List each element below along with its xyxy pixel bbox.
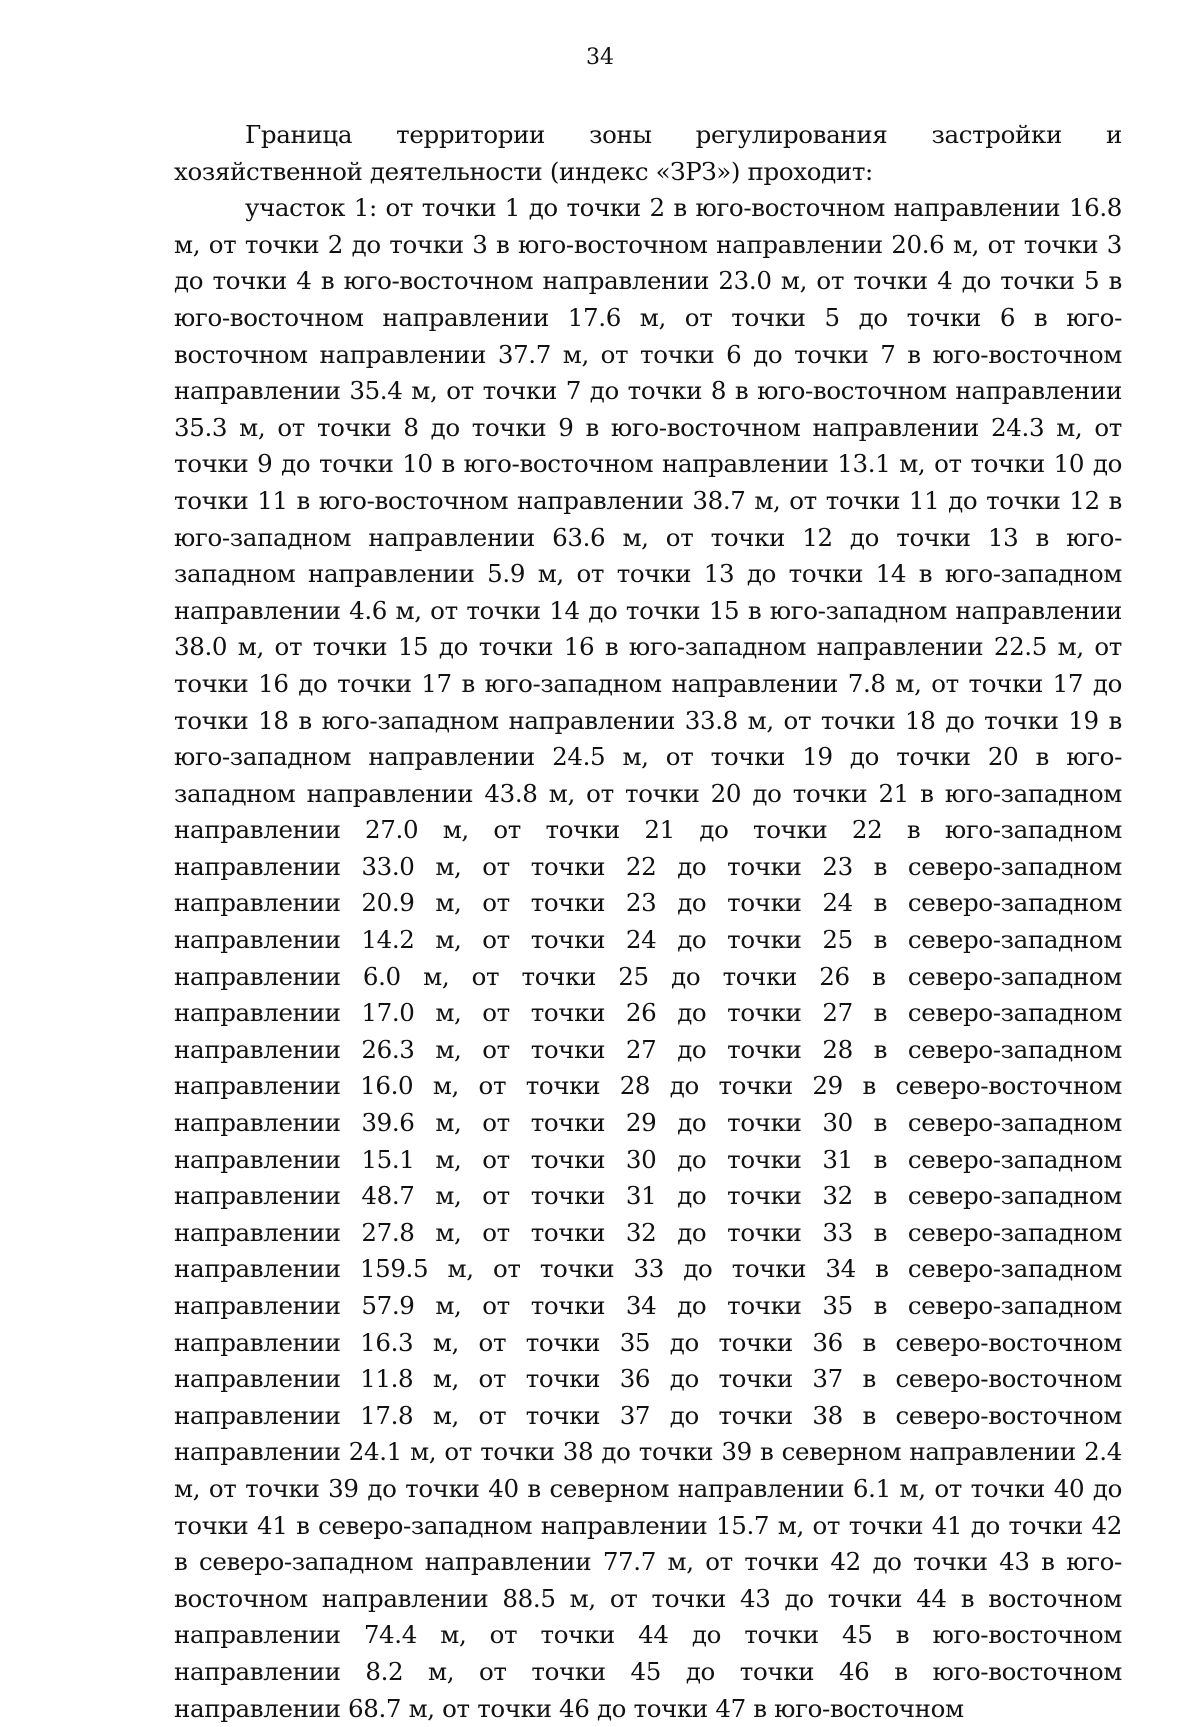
document-body	[174, 117, 1122, 1727]
section-1-paragraph: участок 1: от точки 1 до точки 2 в юго-восточном направлении 16.8 м, от точки 2 до точки 3 в юго-восточном направлении 20.6 м, от точки 3 до точки 4 в юго-восточном направлении 23.0 м, от точки 4 до точки 5 в юго-восточном направлении 17.6 м, от точки 5 до точки 6 в юго-восточном направлении 37.7 м, от точки 6 до точки 7 в юго-восточном направлении 35.4 м, от точки 7 до точки 8 в юго-восточном направлении 35.3 м, от точки 8 до точки 9 в юго-восточном направлении 24.3 м, от точки 9 до точки 10 в юго-восточном направлении 13.1 м, от точки 10 до точки 11 в юго-восточном направлении 38.7 м, от точки 11 до точки 12 в юго-западном направлении 63.6 м, от точки 12 до точки 13 в юго-западном направлении 5.9 м, от точки 13 до точки 14 в юго-западном направлении 4.6 м, от точки 14 до точки 15 в юго-западном направлении 38.0 м, от точки 15 до точки 16 в юго-западном направлении 22.5 м, от точки 16 до точки 17 в юго-западном направлении 7.8 м, от точки 17 до точки 18 в юго-западном направлении 33.8 м, от точки 18 до точки 19 в юго-западном направлении 24.5 м, от точки 19 до точки 20 в юго-западном направлении 43.8 м, от точки 20 до точки 21 в юго-западном направлении 27.0 м, от точки 21 до точки 22 в юго-западном направлении 33.0 м, от точки 22 до точки 23 в северо-западном направлении 20.9 м, от точки 23 до точки 24 в северо-западном направлении 14.2 м, от точки 24 до точки 25 в северо-западном направлении 6.0 м, от точки 25 до точки 26 в северо-западном направлении 17.0 м, от точки 26 до точки 27 в северо-западном направлении 26.3 м, от точки 27 до точки 28 в северо-западном направлении 16.0 м, от точки 28 до точки 29 в северо-восточном направлении 39.6 м, от точки 29 до точки 30 в северо-западном направлении 15.1 м, от точки 30 до точки 31 в северо-западном направлении 48.7 м, от точки 31 до точки 32 в северо-западном направлении 27.8 м, от точки 32 до точки 33 в северо-западном направлении 159.5 м, от точки 33 до точки 34 в северо-западном направлении 57.9 м, от точки 34 до точки 35 в северо-западном направлении 16.3 м, от точки 35 до точки 36 в северо-восточном направлении 11.8 м, от точки 36 до точки 37 в северо-восточном направлении 17.8 м, от точки 37 до точки 38 в северо-восточном направлении 24.1 м, от точки 38 до точки 39 в северном направлении 2.4 м, от точки 39 до точки 40 в северном направлении 6.1 м, от точки 40 до точки 41 в северо-западном направлении 15.7 м, от точки 41 до точки 42 в северо-западном направлении 77.7 м, от точки 42 до точки 43 в юго-восточном направлении 88.5 м, от точки 43 до точки 44 в восточном направлении 74.4 м, от точки 44 до точки 45 в юго-восточном направлении 8.2 м, от точки 45 до точки 46 в юго-восточном направлении 68.7 м, от точки 46 до точки 47 в юго-восточном	[174, 193, 1122, 1723]
page-number: 34	[586, 45, 614, 70]
intro-paragraph: Граница территории зоны регулирования застройки и хозяйственной деятельности (индекс «ЗРЗ») проходит:	[174, 120, 1122, 186]
